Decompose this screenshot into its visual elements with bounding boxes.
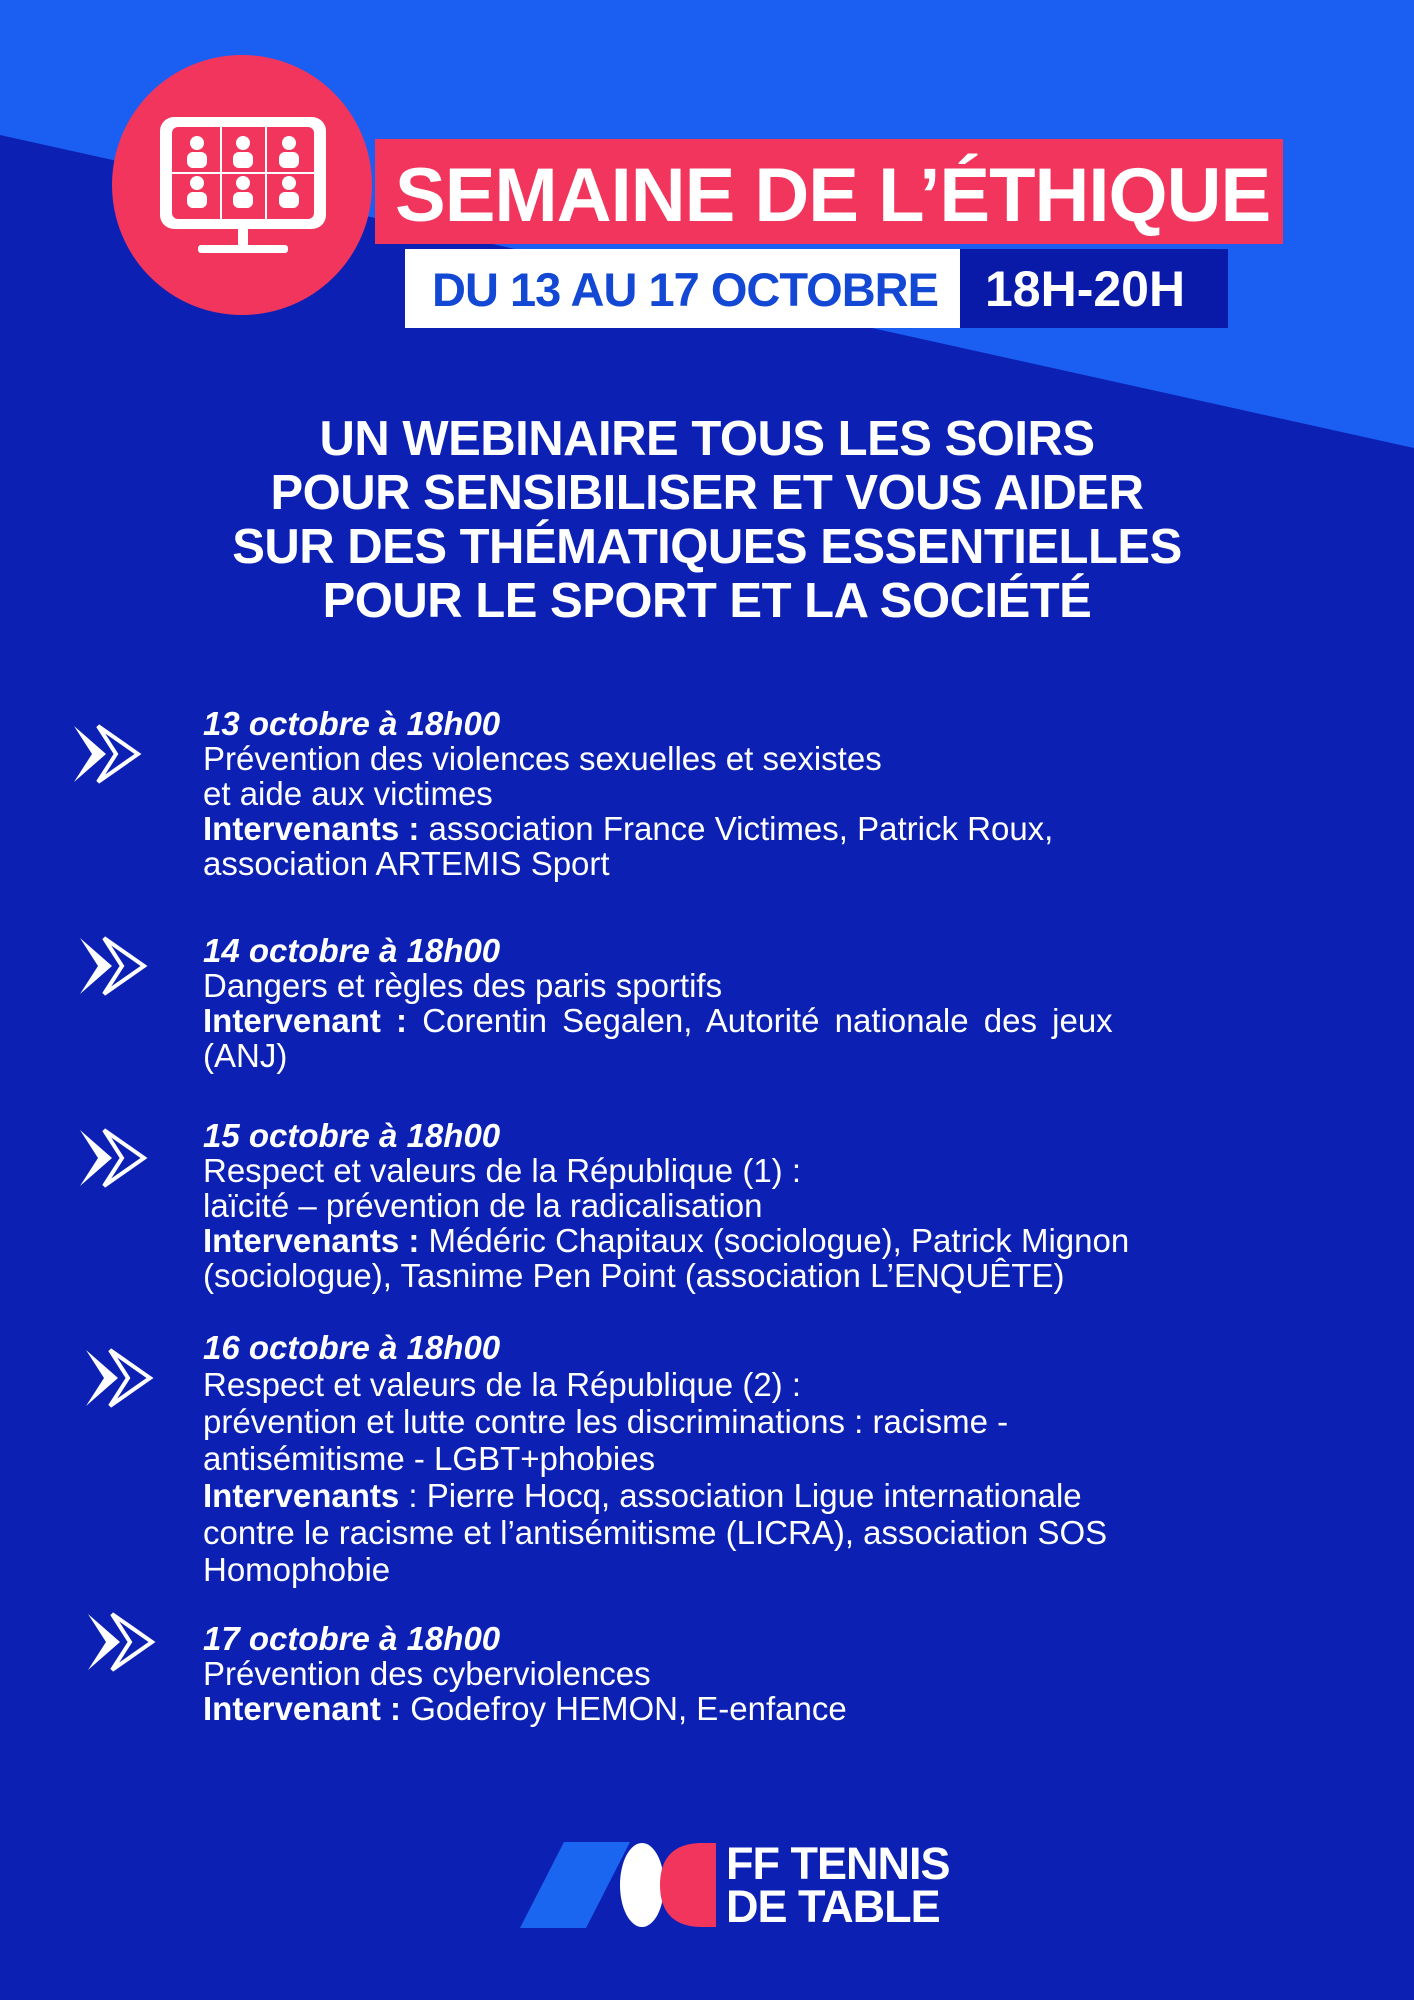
intro-line: SUR DES THÉMATIQUES ESSENTIELLES bbox=[232, 520, 1182, 574]
speaker-names: (ANJ) bbox=[203, 1037, 288, 1074]
event-topic: laïcité – prévention de la radicalisation bbox=[203, 1187, 763, 1224]
speaker-names: Corentin Segalen, Autorité nationale des jeux bbox=[407, 1002, 1113, 1039]
event-topic: et aide aux victimes bbox=[203, 775, 493, 812]
double-chevron-icon bbox=[72, 722, 148, 786]
event-date: 17 octobre à 18h00 bbox=[203, 1620, 501, 1657]
event-item bbox=[203, 706, 1303, 881]
speaker-label: Intervenants : bbox=[203, 1222, 420, 1259]
speaker-names: Médéric Chapitaux (sociologue), Patrick Mignon bbox=[419, 1222, 1130, 1259]
speaker-names: association France Victimes, Patrick Roux, bbox=[419, 810, 1054, 847]
event-topic: Prévention des cyberviolences bbox=[203, 1655, 651, 1692]
speaker-label: Intervenant : bbox=[203, 1690, 402, 1727]
event-time: 18H-20H bbox=[985, 261, 1186, 317]
event-item bbox=[203, 1329, 1303, 1588]
intro-line: POUR SENSIBILISER ET VOUS AIDER bbox=[270, 466, 1144, 520]
double-chevron-icon bbox=[78, 934, 154, 998]
double-chevron-icon bbox=[84, 1346, 160, 1410]
event-item bbox=[203, 1621, 1303, 1726]
event-topic: antisémitisme - LGBT+phobies bbox=[203, 1440, 656, 1477]
intro-headline bbox=[0, 412, 1414, 628]
intro-line: UN WEBINAIRE TOUS LES SOIRS bbox=[319, 412, 1095, 466]
event-dates: DU 13 AU 17 OCTOBRE bbox=[432, 263, 938, 316]
event-topic: Dangers et règles des paris sportifs bbox=[203, 967, 723, 1004]
event-topic: prévention et lutte contre les discriminations : racisme - bbox=[203, 1403, 1009, 1440]
page-title: SEMAINE DE L’ÉTHIQUE bbox=[395, 153, 1271, 238]
event-date: 16 octobre à 18h00 bbox=[203, 1329, 501, 1366]
speaker-names: Homophobie bbox=[203, 1551, 391, 1588]
speaker-names: contre le racisme et l’antisémitisme (LICRA), association SOS bbox=[203, 1514, 1108, 1551]
speaker-label: Intervenants : bbox=[203, 810, 420, 847]
event-date: 14 octobre à 18h00 bbox=[203, 932, 501, 969]
speaker-names: (sociologue), Tasnime Pen Point (association L’ENQUÊTE) bbox=[203, 1257, 1065, 1294]
fftt-logo-text bbox=[726, 1838, 950, 1932]
double-chevron-icon bbox=[86, 1610, 162, 1674]
logo-line: FF TENNIS bbox=[726, 1838, 950, 1889]
event-topic: Respect et valeurs de la République (1) : bbox=[203, 1152, 801, 1189]
video-conference-icon bbox=[152, 113, 334, 263]
speaker-names: : Pierre Hocq, association Ligue internationale bbox=[399, 1477, 1082, 1514]
event-item bbox=[203, 1118, 1303, 1293]
intro-line: POUR LE SPORT ET LA SOCIÉTÉ bbox=[322, 574, 1092, 628]
speaker-label: Intervenants bbox=[203, 1477, 400, 1514]
event-topic: Prévention des violences sexuelles et sexistes bbox=[203, 740, 882, 777]
header-logo bbox=[112, 55, 372, 315]
speaker-names: Godefroy HEMON, E-enfance bbox=[401, 1690, 847, 1727]
logo-line: DE TABLE bbox=[726, 1881, 940, 1932]
double-chevron-icon bbox=[78, 1126, 154, 1190]
speaker-label: Intervenant : bbox=[203, 1002, 408, 1039]
event-date: 15 octobre à 18h00 bbox=[203, 1117, 501, 1154]
speaker-names: association ARTEMIS Sport bbox=[203, 845, 610, 882]
event-item bbox=[203, 933, 1303, 1073]
event-date: 13 octobre à 18h00 bbox=[203, 705, 501, 742]
event-topic: Respect et valeurs de la République (2) : bbox=[203, 1366, 801, 1403]
